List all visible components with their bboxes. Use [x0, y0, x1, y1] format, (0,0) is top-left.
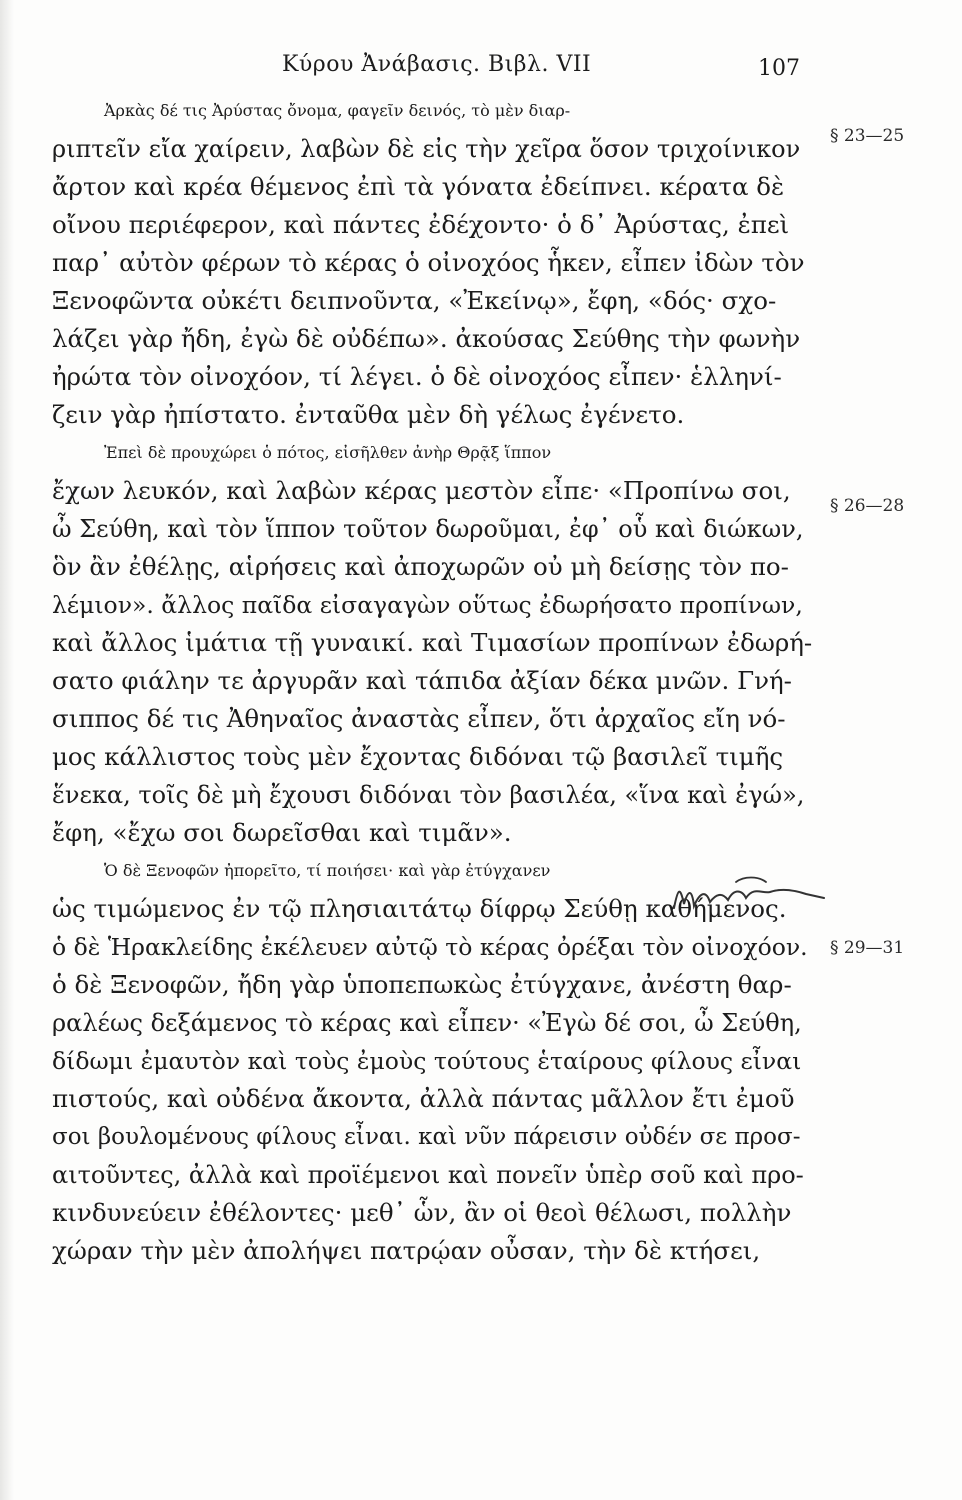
- body-text: [52, 92, 812, 1472]
- page-number: 107: [758, 56, 800, 81]
- text-line: χώραν τὴν μὲν ἀπολήψει πατρῴαν οὖσαν, τὴν δὲ κτήσει,: [52, 1236, 761, 1265]
- text-line: ζειν γὰρ ἠπίστατο. ἐνταῦθα μὲν δὴ γέλως ἐγένετο.: [52, 400, 685, 429]
- text-line: λέμιον». ἄλλος παῖδα εἰσαγαγὼν οὕτως ἐδωρήσατο προπίνων,: [52, 591, 803, 619]
- text-line: λάζει γὰρ ἤδη, ἐγὼ δὲ οὐδέπω». ἀκούσας Σεύθης τὴν φωνὴν: [52, 324, 801, 353]
- text-line: μος κάλλιστος τοὺς μὲν ἔχοντας διδόναι τῷ βασιλεῖ τιμῆς: [52, 742, 784, 771]
- text-line: σοι βουλομένους φίλους εἶναι. καὶ νῦν πάρεισιν οὐδέν σε προσ-: [52, 1124, 801, 1150]
- text-line: καὶ ἄλλος ἱμάτια τῇ γυναικί. καὶ Τιμασίων προπίνων ἐδωρή-: [52, 628, 813, 657]
- text-line: κινδυνεύειν ἐθέλοντες· μεθ᾿ ὧν, ἂν οἱ θεοὶ θέλωσι, πολλὴν: [52, 1198, 792, 1227]
- text-line: Ἀρκὰς δέ τις Ἀρύστας ὄνομα, φαγεῖν δεινός, τὸ μὲν διαρ-: [104, 101, 571, 120]
- text-line: Ὁ δὲ Ξενοφῶν ἠπορεῖτο, τί ποιήσει· καὶ γὰρ ἐτύγχανεν: [104, 861, 551, 880]
- text-line: πιστούς, καὶ οὐδένα ἄκοντα, ἀλλὰ πάντας μᾶλλον ἔτι ἐμοῦ: [52, 1084, 795, 1113]
- text-line: ὁ δὲ Ἡρακλείδης ἐκέλευεν αὐτῷ τὸ κέρας ὀρέξαι τὸν οἰνοχόον.: [52, 933, 808, 961]
- text-line: δίδωμι ἐμαυτὸν καὶ τοὺς ἐμοὺς τούτους ἑταίρους φίλους εἶναι: [52, 1047, 802, 1075]
- text-line: ὃν ἂν ἐθέλῃς, αἱρήσεις καὶ ἀποχωρῶν οὐ μὴ δείσῃς τὸν πο-: [52, 552, 789, 581]
- text-line: σιππος δέ τις Ἀθηναῖος ἀναστὰς εἶπεν, ὅτι ἀρχαῖος εἴη νό-: [52, 704, 786, 733]
- text-line: ἔχων λευκόν, καὶ λαβὼν κέρας μεστὸν εἶπε· «Προπίνω σοι,: [52, 476, 791, 505]
- text-line: σατο φιάλην τε ἀργυρᾶν καὶ τάπιδα ἀξίαν δέκα μνῶν. Γνή-: [52, 666, 792, 695]
- text-line: ἕνεκα, τοῖς δὲ μὴ ἔχουσι διδόναι τὸν βασιλέα, «ἵνα καὶ ἐγώ»,: [52, 781, 805, 809]
- text-line: ἔφη, «ἔχω σοι δωρεῖσθαι καὶ τιμᾶν».: [52, 818, 512, 847]
- text-line: ὁ δὲ Ξενοφῶν, ἤδη γὰρ ὑποπεπωκὼς ἐτύγχανε, ἀνέστη θαρ-: [52, 970, 792, 999]
- text-line: ἠρώτα τὸν οἰνοχόον, τί λέγει. ὁ δὲ οἰνοχόος εἶπεν· ἑλληνί-: [52, 362, 782, 391]
- margin-section-ref: § 29—31: [830, 938, 905, 958]
- text-line: ραλέως δεξάμενος τὸ κέρας καὶ εἶπεν· «Ἐγὼ δέ σοι, ὦ Σεύθη,: [52, 1009, 802, 1037]
- text-line: οἴνου περιέφερον, καὶ πάντες ἐδέχοντο· ὁ δ᾿ Ἀρύστας, ἐπεὶ: [52, 210, 790, 239]
- text-line: Ἐπεὶ δὲ προυχώρει ὁ πότος, εἰσῆλθεν ἀνὴρ Θρᾷξ ἵππον: [104, 443, 552, 462]
- text-line: ριπτεῖν εἴα χαίρειν, λαβὼν δὲ εἰς τὴν χεῖρα ὅσον τριχοίνικον: [52, 135, 801, 163]
- running-head: [0, 46, 962, 86]
- text-line: ὡς τιμώμενος ἐν τῷ πλησιαιτάτῳ δίφρῳ Σεύθῃ καθήμενος.: [52, 894, 787, 923]
- gutter-shadow: [0, 0, 14, 1500]
- margin-section-ref: § 26—28: [830, 496, 905, 516]
- margin-section-ref: § 23—25: [830, 126, 905, 146]
- running-head-title: Κύρου Ἀνάβασις. Βιβλ. VII: [282, 52, 592, 77]
- text-line: ἄρτον καὶ κρέα θέμενος ἐπὶ τὰ γόνατα ἐδείπνει. κέρατα δὲ: [52, 172, 785, 201]
- text-line: αιτοῦντες, ἀλλὰ καὶ προϊέμενοι καὶ πονεῖν ὑπὲρ σοῦ καὶ προ-: [52, 1161, 804, 1189]
- text-line: Ξενοφῶντα οὐκέτι δειπνοῦντα, «Ἐκείνῳ», ἔφη, «δός· σχο-: [52, 286, 777, 315]
- text-line: παρ᾿ αὐτὸν φέρων τὸ κέρας ὁ οἰνοχόος ἧκεν, εἶπεν ἰδὼν τὸν: [52, 248, 805, 277]
- handwritten-scribble-mark: [666, 868, 836, 918]
- text-line: ὦ Σεύθη, καὶ τὸν ἵππον τοῦτον δωροῦμαι, ἐφ᾿ οὗ καὶ διώκων,: [52, 515, 804, 543]
